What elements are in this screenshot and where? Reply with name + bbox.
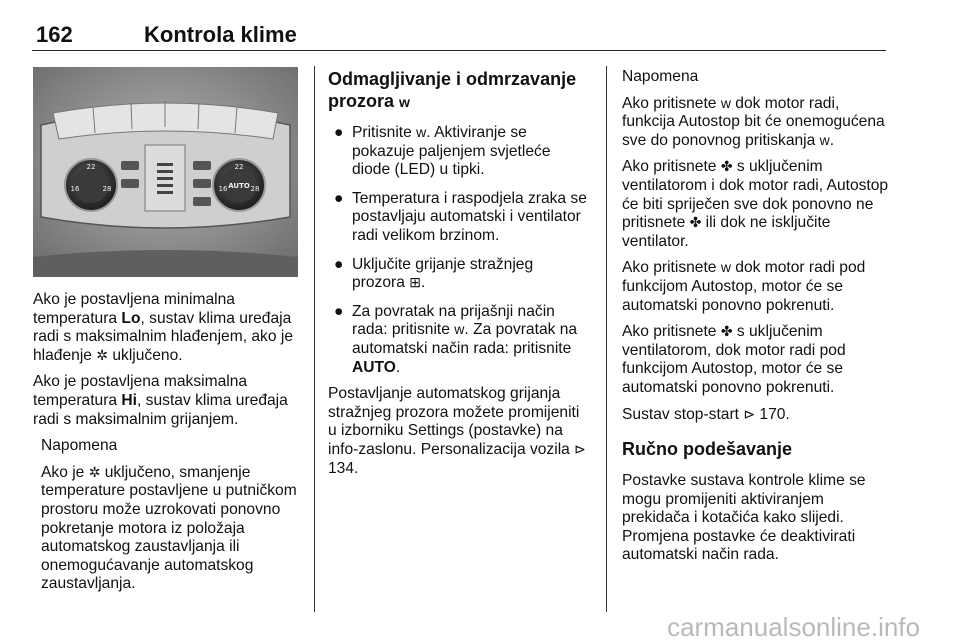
text: Sustav stop-start (622, 405, 744, 423)
bullet-item (328, 303, 590, 377)
header-rule (32, 50, 886, 51)
text: 134. (328, 459, 359, 477)
text: uključeno, smanjenje temperature postavljene u putničkom prostoru može uzrokovati ponovno pokretanje motora iz položaja automatskog zaustavljanja ili onemogućavanje automatskog zaustavljanja. (41, 463, 297, 593)
text: , sustav klima uređaja radi s maksimalnim grijanjem. (33, 391, 288, 428)
text: Postavljanje automatskog grijanja stražnjeg prozora možete promijeniti u izborniku Settings (postavke) na info-zaslonu. Personalizacija vozila (328, 385, 580, 458)
bullet-dot: ● (334, 255, 344, 273)
text: Ako pritisnete (622, 94, 721, 112)
text: . (420, 274, 426, 292)
climate-panel-photo (33, 67, 298, 277)
windscreen-defrost-icon: ᴡ (720, 259, 731, 276)
note-title: Napomena (622, 68, 699, 85)
paragraph-manual: Postavke sustava kontrole klime se mogu promijeniti aktiviranjem prekidača i kotačića kako slijedi. Promjena postavke će deaktivirati automatski način rada. (622, 472, 866, 564)
bullet-dot: ● (334, 189, 344, 207)
text: . Za povratak na automatski način rada: pritisnite (352, 321, 578, 357)
windscreen-defrost-icon: ᴡ (416, 124, 427, 140)
column-1 (33, 291, 303, 602)
section-heading-manual: Ručno podešavanje (622, 439, 793, 460)
windscreen-defrost-icon: ᴡ (819, 131, 830, 148)
fan-icon: ✤ (720, 158, 733, 175)
auto-label: AUTO (352, 358, 396, 376)
column-divider-2 (606, 66, 607, 612)
text: dok motor radi pod funkcijom Autostop, motor će se automatski ponovno pokrenuti. (622, 259, 866, 314)
column-3 (622, 68, 890, 573)
paragraph-settings (328, 385, 590, 478)
page-number: 162 (36, 22, 73, 47)
text: , sustav klima uređaja radi s maksimalnim hlađenjem, ako je hlađenje (33, 309, 293, 364)
paragraph-hi (33, 373, 303, 429)
text: dok motor radi, funkcija Autostop bit će onemogućena sve do ponovnog pritiskanja (622, 94, 885, 149)
note-block (622, 68, 890, 398)
bullet-item (328, 190, 590, 246)
text: Ako je postavljena minimalna temperatura (33, 291, 235, 327)
text: . (395, 358, 401, 376)
right-dial-low: 16 (218, 185, 228, 193)
text: uključeno. (108, 346, 183, 364)
note-block (41, 437, 303, 594)
section-heading-defrost (328, 68, 590, 112)
text: Uključite grijanje stražnjeg prozora (352, 255, 534, 292)
text: Temperatura i raspodjela zraka se postavljaju automatski i ventilator radi velikom brzinom. (352, 189, 587, 244)
column-2 (328, 68, 590, 486)
note-title: Napomena (41, 437, 118, 455)
text: Ako je postavljena maksimalna temperatura (33, 373, 248, 409)
note-paragraph (622, 259, 890, 315)
right-dial-high: 28 (250, 185, 260, 193)
fan-icon: ✤ (720, 323, 733, 340)
bullet-item (328, 124, 590, 180)
page-ref-arrow-icon: ⊳ (743, 405, 756, 422)
stop-start-ref (622, 406, 890, 425)
bullet-dot: ● (334, 302, 344, 320)
text: . Aktiviranje se pokazuje paljenjem svjetleće diode (LED) u tipki. (352, 124, 551, 179)
page-title: Kontrola klime (144, 22, 297, 47)
text: Ako je (41, 463, 89, 481)
note-text (41, 464, 303, 594)
column-divider-1 (314, 66, 315, 612)
auto-button-label: AUTO (228, 182, 250, 190)
bullet-item (328, 256, 590, 293)
windscreen-defrost-icon: ᴡ (720, 94, 731, 111)
page-ref-arrow-icon: ⊳ (574, 440, 586, 457)
text: s uključenim ventilatorom, dok motor radi pod funkcijom Autostop, motor će se automatski ponovno pokrenuti. (622, 323, 846, 396)
text: ili dok ne isključite ventilator. (622, 214, 831, 250)
text: Ako pritisnete (622, 323, 721, 341)
text: . (829, 131, 835, 149)
right-dial-mid: 22 (234, 163, 244, 171)
page-header (32, 22, 886, 50)
rear-window-defrost-icon: ⊞ (409, 274, 421, 291)
left-dial-high: 28 (102, 185, 112, 193)
left-dial-mid: 22 (86, 163, 96, 171)
temp-hi-label: Hi (121, 391, 138, 409)
heading-text: Odmagljivanje i odmrzavanje prozora (328, 69, 577, 111)
text: Ako pritisnete (622, 158, 721, 176)
text: Ako pritisnete (622, 259, 721, 277)
text: Za povratak na prijašnji način rada: pritisnite (352, 302, 555, 339)
text: 170. (755, 405, 790, 423)
temp-lo-label: Lo (121, 309, 141, 327)
windscreen-defrost-icon: ᴡ (399, 94, 410, 110)
watermark: carmanualsonline.info (667, 612, 920, 642)
snowflake-icon: ✲ (88, 463, 101, 480)
note-paragraph (622, 323, 890, 397)
windscreen-defrost-icon: ᴡ (454, 321, 465, 338)
left-dial-low: 16 (70, 185, 80, 193)
paragraph-lo (33, 291, 303, 365)
text: s uključenim ventilatorom i dok motor radi, Autostop će biti spriječen sve dok ponovno ne pritisnete (622, 158, 889, 232)
climate-panel-illustration (33, 67, 298, 277)
snowflake-icon: ✲ (96, 346, 109, 363)
note-paragraph (622, 95, 890, 151)
note-paragraph (622, 158, 890, 251)
text: Pritisnite (352, 124, 417, 141)
bullet-dot: ● (334, 124, 344, 141)
fan-icon: ✤ (689, 214, 702, 231)
